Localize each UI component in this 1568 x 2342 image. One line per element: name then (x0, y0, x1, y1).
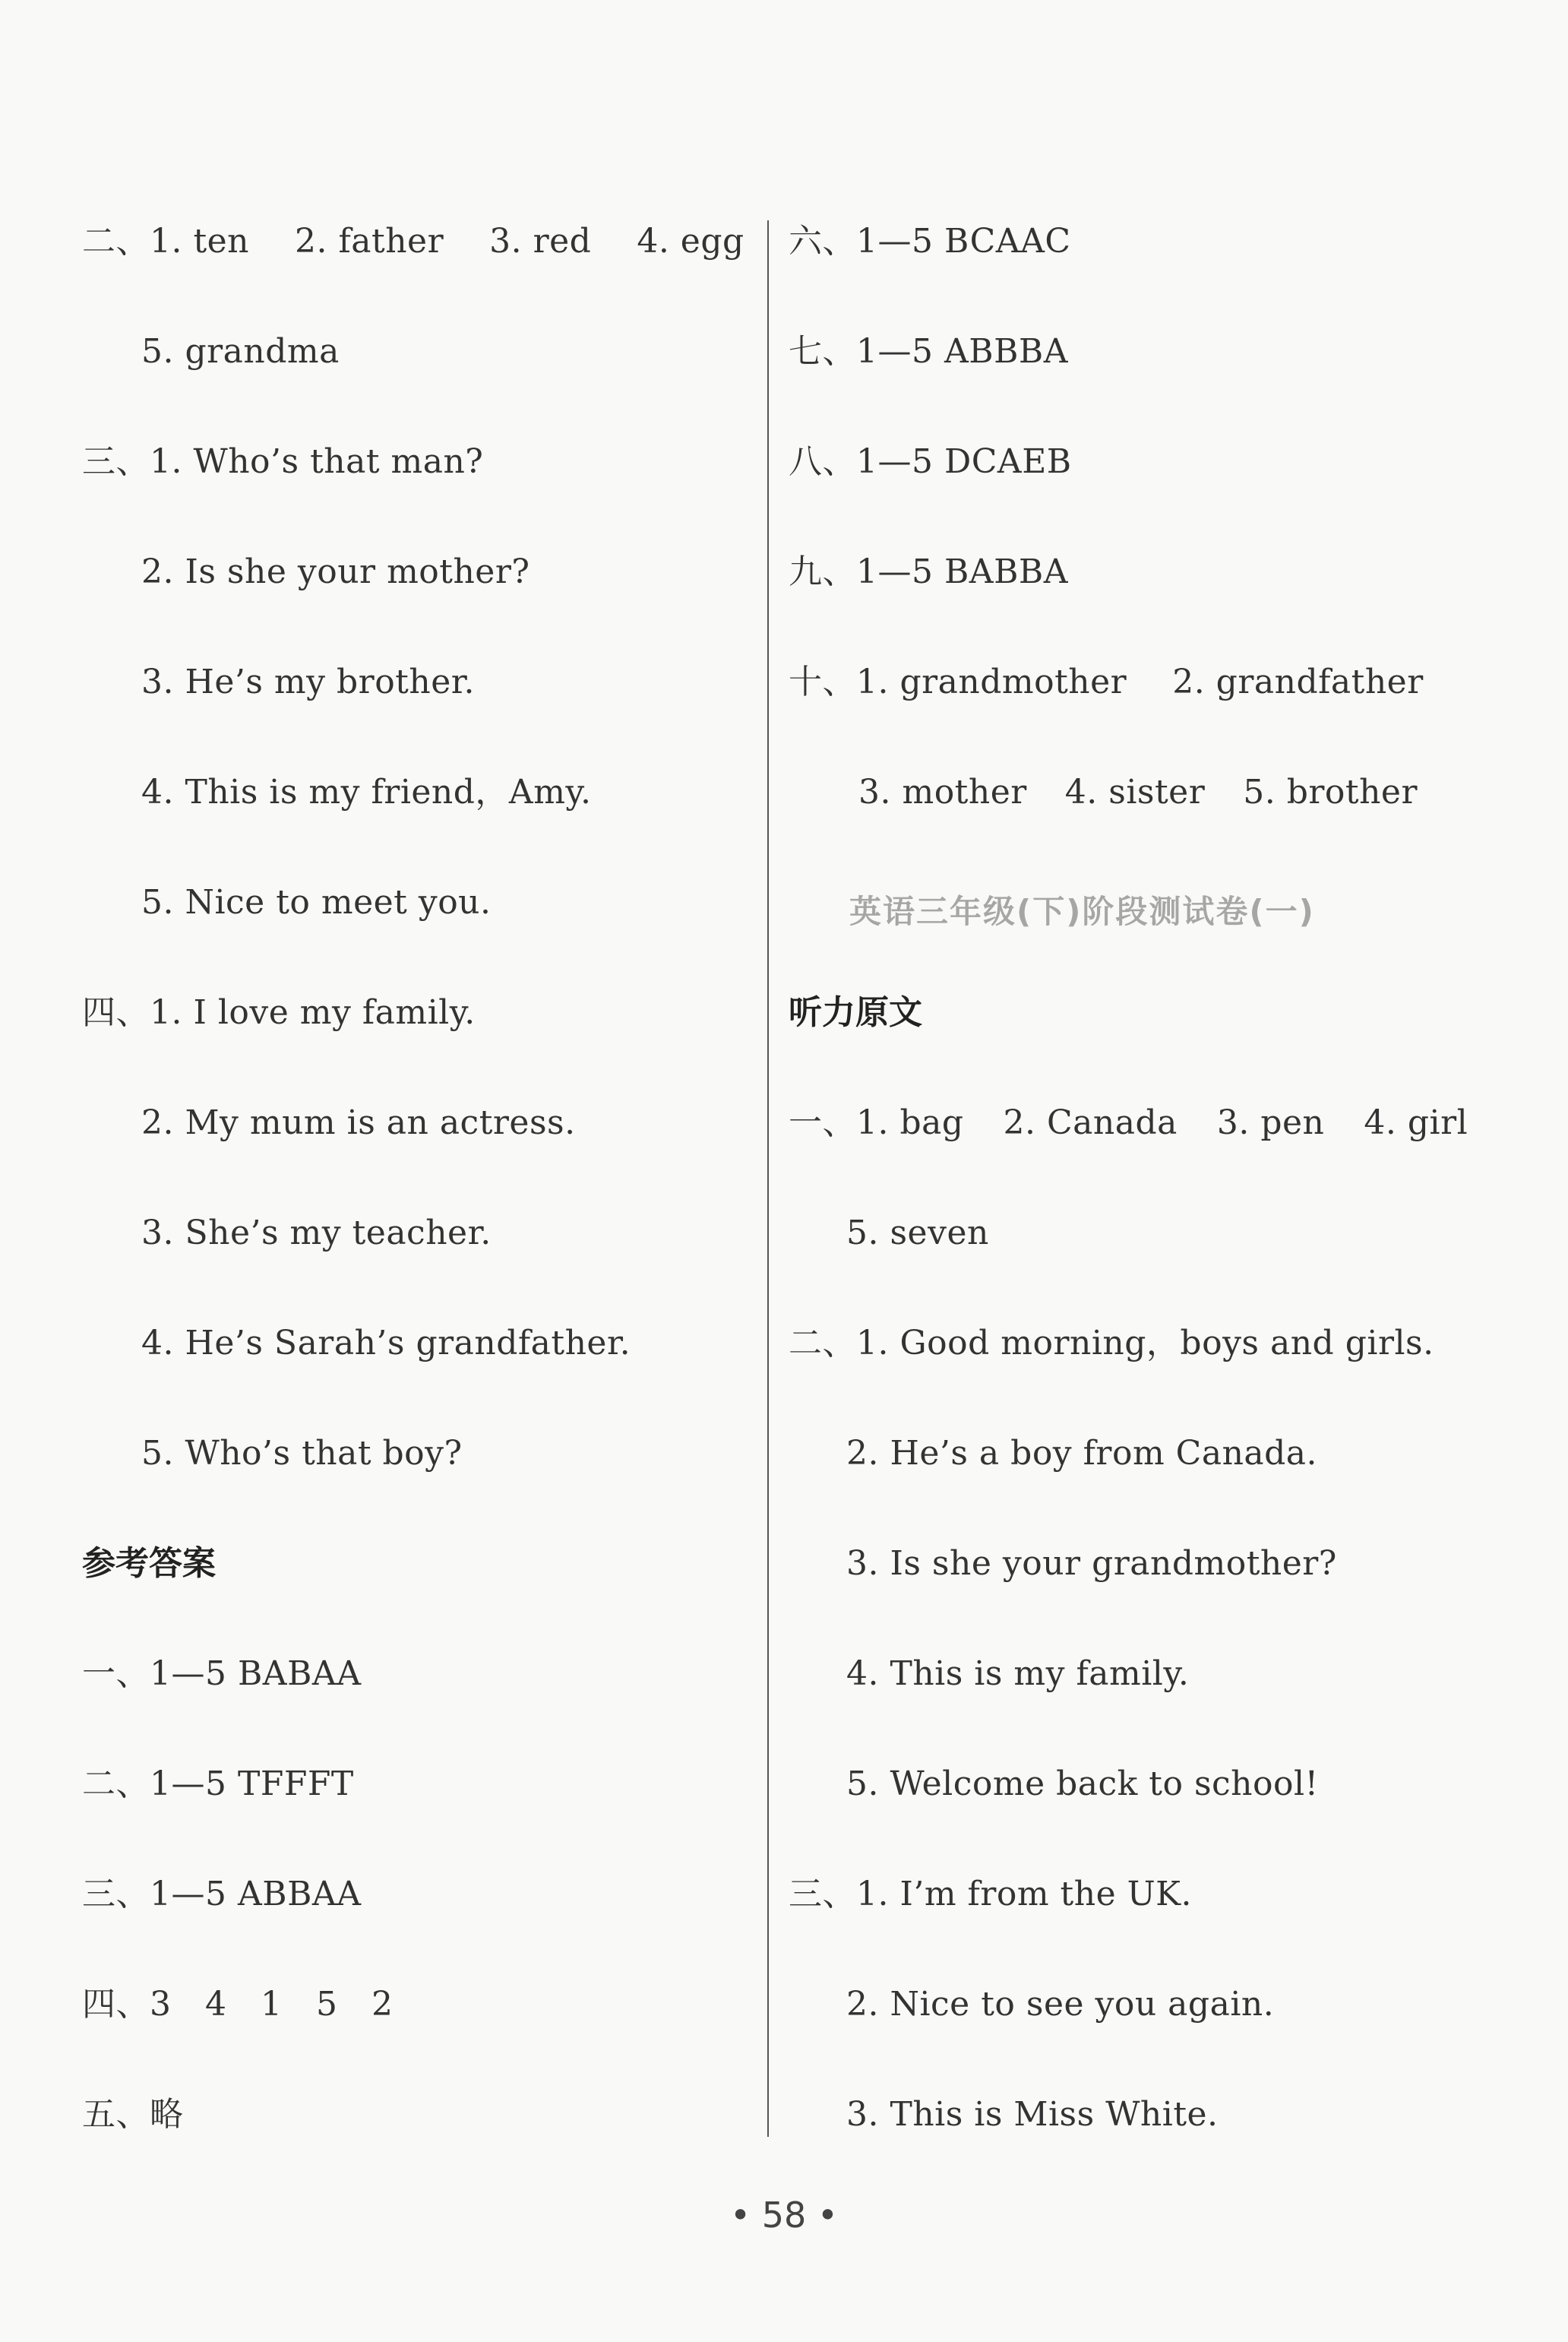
listening-2-line-2: 2. He’s a boy from Canada. (846, 1434, 1318, 1473)
item: 4. girl (1364, 1103, 1468, 1142)
section-2-line-2: 5. grandma (141, 332, 340, 371)
item: 4. sister (1064, 773, 1206, 812)
listening-2-line-1: 二、1. Good morning，boys and girls. (789, 1324, 1434, 1362)
item: 3. red (489, 222, 592, 261)
section-3-line-3: 3. He’s my brother. (141, 663, 475, 701)
section-3-line-4: 4. This is my friend，Amy. (141, 773, 592, 812)
section-3-line-1: 三、1. Who’s that man? (82, 442, 484, 481)
section-4-line-4: 4. He’s Sarah’s grandfather. (141, 1324, 631, 1362)
listening-heading: 听力原文 (789, 993, 922, 1032)
column-divider (767, 220, 769, 2137)
section-3-line-5: 5. Nice to meet you. (141, 883, 492, 922)
answer-row-1: 一、1—5 BABAA (82, 1654, 362, 1693)
item: 3. pen (1216, 1103, 1325, 1142)
answer-row-9: 九、1—5 BABBA (789, 552, 1069, 591)
item: 2. father (295, 222, 444, 261)
test-title: 英语三年级(下)阶段测试卷(一) (849, 893, 1315, 930)
answer-row-4: 四、3 4 1 5 2 (82, 1985, 394, 2024)
page-number: • 58 • (729, 2195, 839, 2236)
answers-heading: 参考答案 (82, 1544, 216, 1583)
listening-3-line-3: 3. This is Miss White. (846, 2095, 1219, 2134)
item: 4. egg (637, 222, 744, 261)
section-2-line-1 (82, 219, 744, 264)
listening-2-line-3: 3. Is she your grandmother? (846, 1544, 1337, 1583)
item: 3. mother (858, 773, 1027, 812)
item: 二、1. ten (82, 222, 250, 261)
answer-row-10-line-2 (858, 770, 1418, 815)
answer-row-2: 二、1—5 TFFFT (82, 1764, 354, 1803)
listening-3-line-1: 三、1. I’m from the UK. (789, 1875, 1193, 1913)
answer-row-5: 五、略 (82, 2095, 184, 2134)
section-4-line-5: 5. Who’s that boy? (141, 1434, 463, 1473)
listening-1-line-1 (789, 1100, 1468, 1146)
answer-row-8: 八、1—5 DCAEB (789, 442, 1072, 481)
section-4-line-3: 3. She’s my teacher. (141, 1214, 492, 1252)
answer-row-3: 三、1—5 ABBAA (82, 1875, 362, 1913)
listening-2-line-4: 4. This is my family. (846, 1654, 1190, 1693)
answer-row-6: 六、1—5 BCAAC (789, 222, 1071, 261)
section-3-line-2: 2. Is she your mother? (141, 552, 530, 591)
answer-row-10-line-1 (789, 660, 1424, 705)
item: 一、1. bag (789, 1103, 964, 1142)
section-4-line-2: 2. My mum is an actress. (141, 1103, 576, 1142)
answer-row-7: 七、1—5 ABBBA (789, 332, 1069, 371)
listening-1-line-2: 5. seven (846, 1214, 989, 1252)
listening-2-line-5: 5. Welcome back to school! (846, 1764, 1319, 1803)
item: 2. grandfather (1172, 663, 1424, 701)
item: 5. brother (1243, 773, 1418, 812)
section-4-line-1: 四、1. I love my family. (82, 993, 476, 1032)
item: 十、1. grandmother (789, 663, 1127, 701)
item: 2. Canada (1003, 1103, 1178, 1142)
listening-3-line-2: 2. Nice to see you again. (846, 1985, 1275, 2024)
